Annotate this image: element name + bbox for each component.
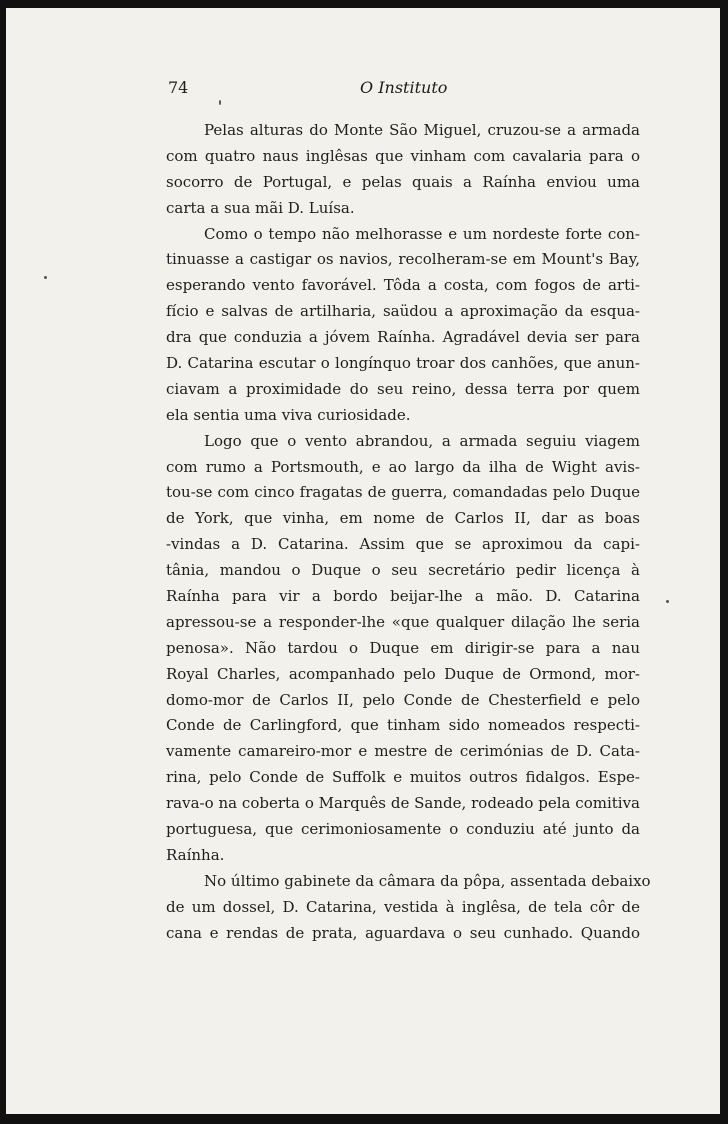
scan-border-bottom [0, 1114, 728, 1124]
text-line: penosa». Não tardou o Duque em dirigir-se para a nau [166, 638, 640, 657]
text-line: Raínha. [166, 845, 225, 864]
text-line: tinuasse a castigar os navios, recolheram-se em Mount's Bay, [166, 250, 640, 269]
text-line: cana e rendas de prata, aguardava o seu cunhado. Quando [166, 923, 640, 942]
text-line: rava-o na coberta o Marquês de Sande, rodeado pela comitiva [166, 794, 640, 813]
text-line: apressou-se a responder-lhe «que qualquer dilação lhe seria [166, 612, 640, 631]
text-line: ela sentia uma viva curiosidade. [166, 405, 411, 424]
text-line: Conde de Carlingford, que tinham sido nomeados respecti- [166, 716, 640, 735]
page-header [168, 78, 640, 102]
text-line: No último gabinete da câmara da pôpa, assentada debaixo [204, 871, 651, 890]
text-line: esperando vento favorável. Tôda a costa, com fogos de arti- [166, 276, 640, 295]
text-line: rina, pelo Conde de Suffolk e muitos outros fidalgos. Espe- [166, 768, 640, 787]
text-line: Logo que o vento abrandou, a armada seguiu viagem [204, 431, 640, 450]
text-line: Raínha para vir a bordo beijar-lhe a mão. D. Catarina [166, 587, 640, 606]
text-line: D. Catarina escutar o longínquo troar dos canhões, que anun- [166, 354, 640, 373]
text-line: tou-se com cinco fragatas de guerra, comandadas pelo Duque [166, 483, 640, 502]
text-line: domo-mor de Carlos II, pelo Conde de Chesterfield e pelo [166, 690, 640, 709]
scan-border-left [0, 0, 6, 1124]
text-line: vamente camareiro-mor e mestre de cerimónias de D. Cata- [166, 742, 640, 761]
text-line: de um dossel, D. Catarina, vestida à inglêsa, de tela côr de [166, 897, 640, 916]
scan-speck [666, 600, 669, 603]
text-line: fício e salvas de artilharia, saüdou a aproximação da esqua- [166, 302, 640, 321]
text-line: Como o tempo não melhorasse e um nordeste forte con- [204, 224, 640, 243]
scan-speck [44, 276, 47, 279]
text-line: tânia, mandou o Duque o seu secretário pedir licença à [166, 561, 640, 580]
text-line: Royal Charles, acompanhado pelo Duque de Ormond, mor- [166, 664, 640, 683]
text-line: -vindas a D. Catarina. Assim que se aproximou da capi- [166, 535, 640, 554]
text-line: ciavam a proximidade do seu reino, dessa terra por quem [166, 379, 640, 398]
text-line: socorro de Portugal, e pelas quais a Raínha enviou uma [166, 172, 640, 191]
text-line: Pelas alturas do Monte São Miguel, cruzou-se a armada [204, 121, 640, 139]
scan-border-top [0, 0, 728, 8]
text-line: portuguesa, que cerimoniosamente o conduziu até junto da [166, 820, 640, 839]
scan-border-right [720, 0, 728, 1124]
scan-speck [219, 100, 221, 105]
page-number: 74 [168, 78, 189, 97]
text-line: de York, que vinha, em nome de Carlos II, dar as boas [166, 509, 640, 528]
text-line: carta a sua mãi D. Luísa. [166, 198, 355, 217]
body-text [166, 118, 651, 947]
text-line: com rumo a Portsmouth, e ao largo da ilha de Wight avis- [166, 457, 640, 476]
text-line: dra que conduzia a jóvem Raínha. Agradável devia ser para [166, 328, 640, 347]
text-line: com quatro naus inglêsas que vinham com cavalaria para o [166, 146, 640, 165]
running-title: O Instituto [360, 78, 448, 97]
